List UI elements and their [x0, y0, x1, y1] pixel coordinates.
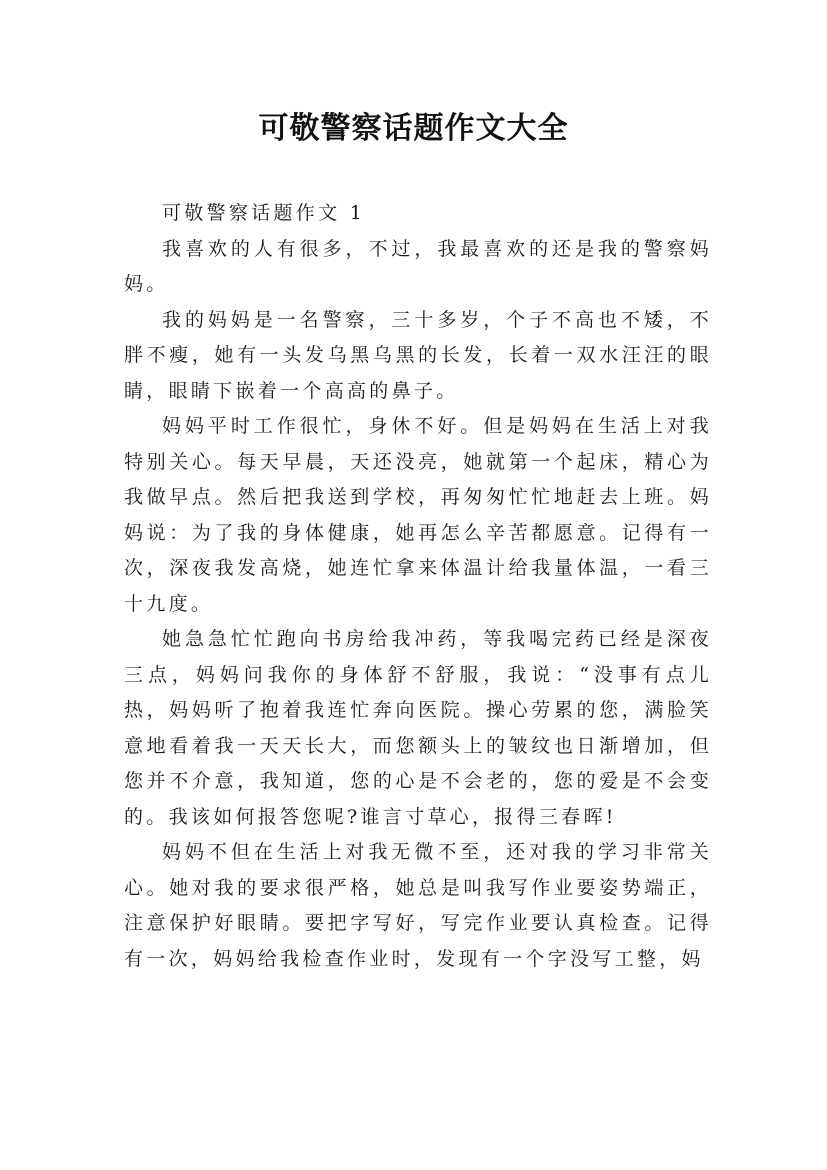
paragraph: 我喜欢的人有很多，不过，我最喜欢的还是我的警察妈妈。 — [124, 237, 712, 295]
paragraph: 妈妈不但在生活上对我无微不至，还对我的学习非常关心。她对我的要求很严格，她总是叫我写作业要姿势端正，注意保护好眼睛。要把字写好，写完作业要认真检查。记得有一次，妈妈给我检查作业时，发现有一个字没写工整，妈 — [124, 841, 712, 970]
paragraph: 我的妈妈是一名警察，三十多岁，个子不高也不矮，不胖不瘦，她有一头发乌黑乌黑的长发，长着一双水汪汪的眼睛，眼睛下嵌着一个高高的鼻子。 — [124, 308, 712, 402]
section-heading: 可敬警察话题作文 1 — [162, 202, 366, 224]
paragraph: 她急急忙忙跑向书房给我冲药，等我喝完药已经是深夜三点，妈妈问我你的身体舒不舒服，我说：“没事有点儿热，妈妈听了抱着我连忙奔向医院。操心劳累的您，满脸笑意地看着我一天天长大，而您额头上的皱纹也日渐增加，但您并不介意，我知道，您的心是不会老的，您的爱是不会变的。我该如何报答您呢?谁言寸草心，报得三春晖! — [124, 628, 712, 828]
document-title: 可敬警察话题作文大全 — [258, 111, 569, 146]
document-body — [124, 196, 712, 977]
paragraph: 妈妈平时工作很忙，身休不好。但是妈妈在生活上对我特别关心。每天早晨，天还没亮，她就第一个起床，精心为我做早点。然后把我送到学校，再匆匆忙忙地赶去上班。妈妈说：为了我的身体健康，她再怎么辛苦都愿意。记得有一次，深夜我发高烧，她连忙拿来体温计给我量体温，一看三十九度。 — [124, 415, 712, 615]
